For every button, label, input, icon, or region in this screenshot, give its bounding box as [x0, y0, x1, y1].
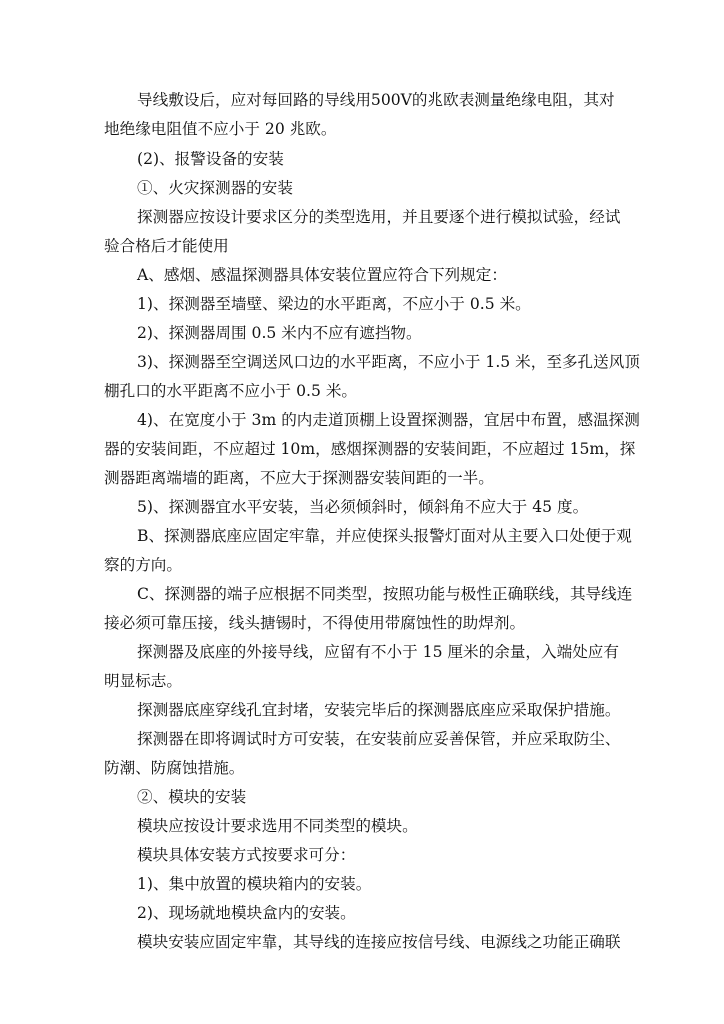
subsection-heading-fire-detector: ①、火灾探测器的安装 — [137, 179, 293, 197]
module-item-2: 2)、现场就地模块盒内的安装。 — [137, 904, 356, 922]
item-1: 1)、探测器至墙壁、梁边的水平距离，不应小于 0.5 米。 — [137, 295, 531, 313]
paragraph-1-line-1: 导线敷设后，应对每回路的导线用500V的兆欧表测量绝缘电阻，其对 — [137, 91, 615, 109]
item-3-line-2: 棚孔口的水平距离不应小于 0.5 米。 — [104, 382, 358, 400]
clause-c-line-1: C、探测器的端子应根据不同类型，按照功能与极性正确联线，其导线连 — [137, 585, 633, 603]
paragraph-4-line-2: 验合格后才能使用 — [104, 237, 229, 255]
item-5: 5)、探测器宜水平安装，当必须倾斜时，倾斜角不应大于 45 度。 — [137, 498, 589, 516]
paragraph-1-line-2: 地绝缘电阻值不应小于 20 兆欧。 — [104, 120, 337, 138]
paragraph-wiring-line-1: 探测器及底座的外接导线，应留有不小于 15 厘米的余量，入端处应有 — [137, 643, 619, 661]
clause-b-line-2: 察的方向。 — [104, 556, 182, 574]
section-heading-alarm-equipment: (2)、报警设备的安装 — [137, 150, 284, 168]
paragraph-module-select: 模块应按设计要求选用不同类型的模块。 — [137, 817, 418, 835]
item-4-line-3: 测器距离端墙的距离，不应大于探测器安装间距的一半。 — [104, 469, 494, 487]
paragraph-module-methods: 模块具体安装方式按要求可分： — [137, 846, 356, 864]
module-item-1: 1)、集中放置的模块箱内的安装。 — [137, 875, 372, 893]
item-4-line-1: 4)、在宽度小于 3m 的内走道顶棚上设置探测器，宜居中布置，感温探测 — [137, 411, 640, 429]
paragraph-module-fixing: 模块安装应固定牢靠，其导线的连接应按信号线、电源线之功能正确联 — [137, 933, 621, 951]
item-4-line-2: 器的安装间距，不应超过 10m，感烟探测器的安装间距，不应超过 15m，探 — [104, 440, 636, 458]
subsection-heading-module: ②、模块的安装 — [137, 788, 247, 806]
paragraph-storage-line-2: 防潮、防腐蚀措施。 — [104, 759, 245, 777]
clause-c-line-2: 接必须可靠压接，线头搪锡时，不得使用带腐蚀性的助焊剂。 — [104, 614, 526, 632]
item-2: 2)、探测器周围 0.5 米内不应有遮挡物。 — [137, 324, 422, 342]
clause-b-line-1: B、探测器底座应固定牢靠，并应使探头报警灯面对从主要入口处便于观 — [137, 527, 632, 545]
paragraph-4-line-1: 探测器应按设计要求区分的类型选用，并且要逐个进行模拟试验，经试 — [137, 208, 621, 226]
paragraph-base-sealing: 探测器底座穿线孔宜封堵，安装完毕后的探测器底座应采取保护措施。 — [137, 701, 621, 719]
paragraph-storage-line-1: 探测器在即将调试时方可安装，在安装前应妥善保管，并应采取防尘、 — [137, 730, 621, 748]
clause-a: A、感烟、感温探测器具体安装位置应符合下列规定： — [137, 266, 507, 284]
paragraph-wiring-line-2: 明显标志。 — [104, 672, 182, 690]
item-3-line-1: 3)、探测器至空调送风口边的水平距离，不应小于 1.5 米，至多孔送风顶 — [137, 353, 640, 371]
